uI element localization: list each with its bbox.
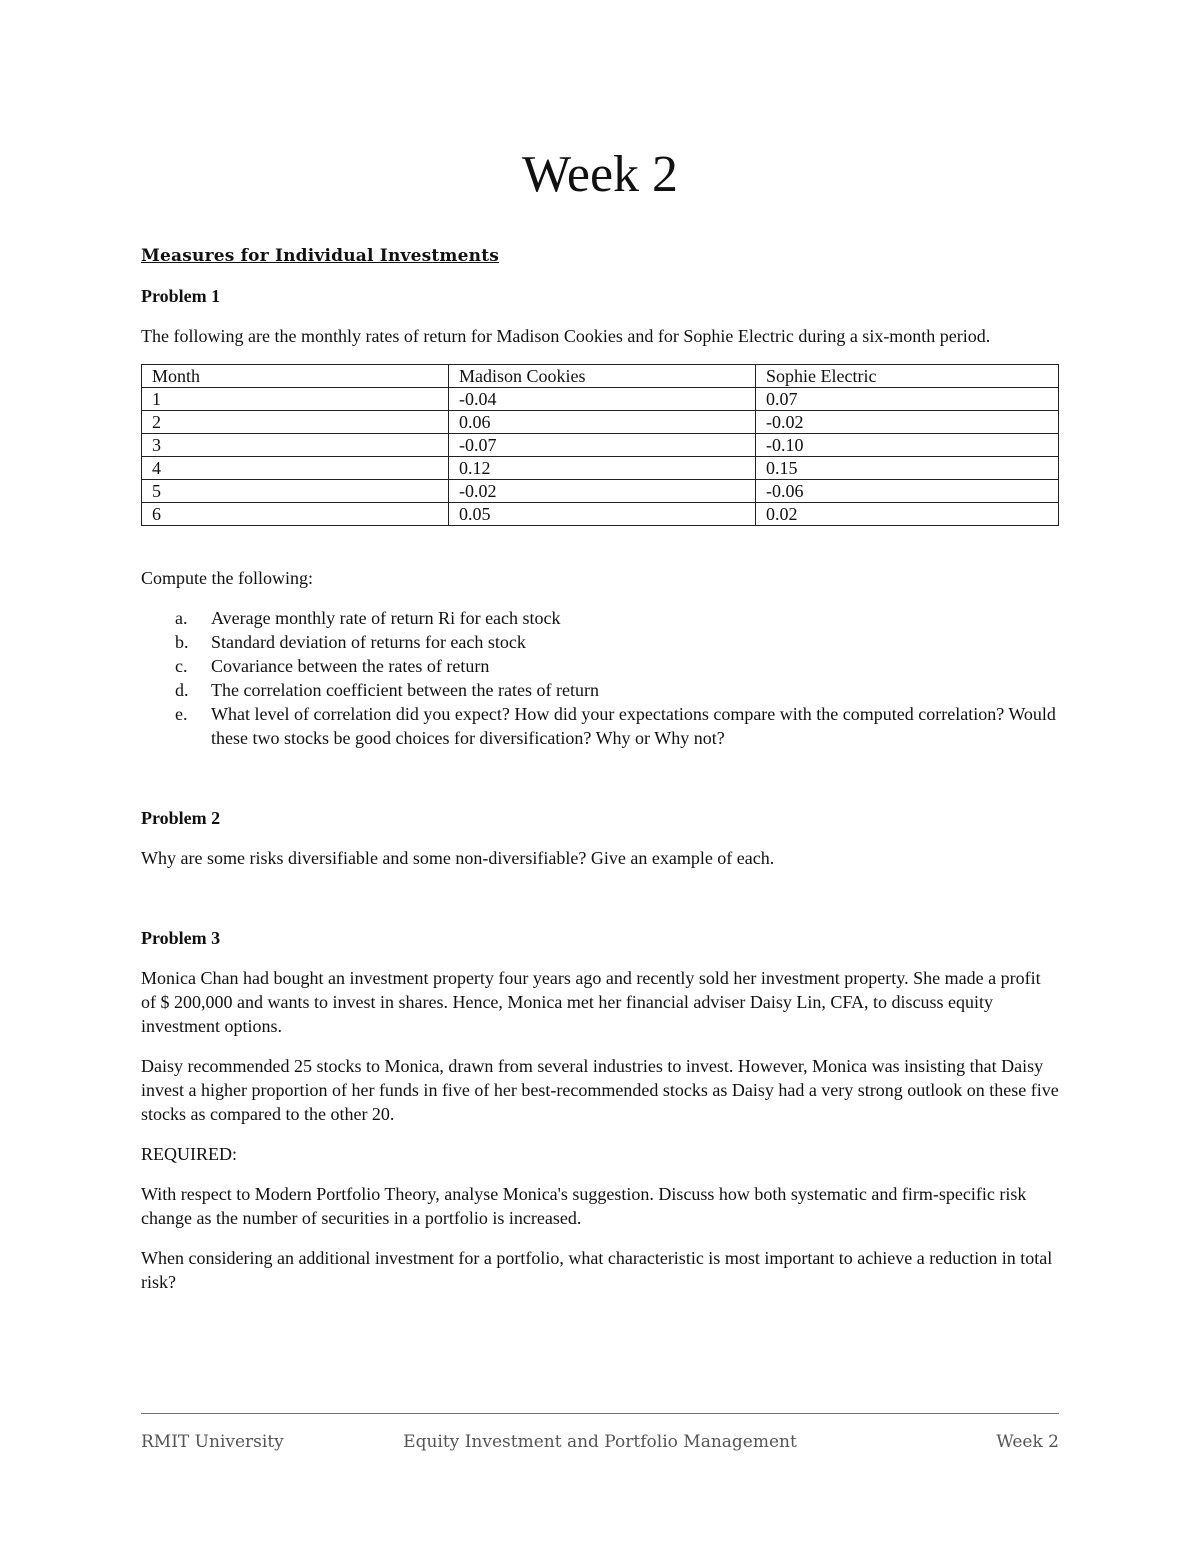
list-item [141, 678, 1059, 702]
document-body [141, 244, 1059, 1310]
problem-2-text: Why are some risks diversifiable and some non-diversifiable? Give an example of each. [141, 848, 775, 868]
required-label: REQUIRED: [141, 1144, 237, 1164]
list-item [141, 606, 1059, 630]
list-item-text: What level of correlation did you expect? How did your expectations compare with the computed correlation? Would these two stocks be good choices for diversification? Why or Why not? [211, 704, 1056, 748]
problem-3-paragraph: Monica Chan had bought an investment property four years ago and recently sold her investment property. She made a profit of $ 200,000 and wants to invest in shares. Hence, Monica met her financial adviser Daisy Lin, CFA, to discuss equity investment options. [141, 968, 1041, 1036]
list-item-text: Covariance between the rates of return [211, 656, 490, 676]
task-list [141, 606, 1059, 750]
problem-2-heading: Problem 2 [141, 808, 221, 828]
page-title: Week 2 [521, 146, 679, 203]
table-header-cell: Sophie Electric [756, 365, 1059, 388]
footer-course: Equity Investment and Portfolio Management [403, 1432, 797, 1452]
list-item [141, 654, 1059, 678]
footer-rule [141, 1413, 1059, 1414]
list-item-letter: a. [175, 608, 188, 628]
compute-lead: Compute the following: [141, 568, 313, 588]
table-cell: 0.06 [449, 411, 756, 434]
problem-3-heading: Problem 3 [141, 928, 221, 948]
list-item-text: Standard deviation of returns for each stock [211, 632, 526, 652]
table-row [142, 480, 1059, 503]
problem-3-paragraph: Daisy recommended 25 stocks to Monica, drawn from several industries to invest. However, Monica was insisting that Daisy invest a higher proportion of her funds in five of her best-recommended stocks as Daisy had a very strong outlook on these five stocks as compared to the other 20. [141, 1056, 1059, 1124]
table-row [142, 411, 1059, 434]
list-item [141, 630, 1059, 654]
list-item-letter: e. [175, 704, 188, 724]
table-cell: 3 [142, 434, 449, 457]
table-cell: -0.02 [449, 480, 756, 503]
table-row [142, 388, 1059, 411]
table-cell: 5 [142, 480, 449, 503]
table-cell: -0.07 [449, 434, 756, 457]
problem-3-paragraph: When considering an additional investment for a portfolio, what characteristic is most important to achieve a reduction in total risk? [141, 1248, 1053, 1292]
section-heading: Measures for Individual Investments [141, 246, 500, 266]
table-header-row [142, 365, 1059, 388]
table-cell: 0.12 [449, 457, 756, 480]
list-item-letter: c. [175, 656, 188, 676]
footer-institution: RMIT University [141, 1432, 284, 1452]
table-cell: 0.15 [756, 457, 1059, 480]
table-header-cell: Madison Cookies [449, 365, 756, 388]
footer-week: Week 2 [996, 1432, 1059, 1452]
table-row [142, 503, 1059, 526]
table-cell: 6 [142, 503, 449, 526]
problem-1-intro: The following are the monthly rates of return for Madison Cookies and for Sophie Electric during a six-month period. [141, 326, 991, 346]
list-item-letter: b. [175, 632, 189, 652]
table-cell: -0.04 [449, 388, 756, 411]
table-cell: 4 [142, 457, 449, 480]
table-cell: 1 [142, 388, 449, 411]
table-cell: -0.02 [756, 411, 1059, 434]
table-cell: -0.06 [756, 480, 1059, 503]
table-cell: 0.02 [756, 503, 1059, 526]
spacer [141, 790, 1059, 806]
list-item-text: Average monthly rate of return Ri for each stock [211, 608, 561, 628]
problem-3-paragraph: With respect to Modern Portfolio Theory, analyse Monica's suggestion. Discuss how both systematic and firm-specific risk change as the number of securities in a portfolio is increased. [141, 1184, 1027, 1228]
list-item-letter: d. [175, 680, 189, 700]
table-row [142, 434, 1059, 457]
list-item [141, 702, 1059, 750]
spacer [141, 886, 1059, 926]
returns-table [141, 364, 1059, 526]
table-cell: 2 [142, 411, 449, 434]
problem-1-heading: Problem 1 [141, 286, 221, 306]
table-header-cell: Month [142, 365, 449, 388]
table-cell: -0.10 [756, 434, 1059, 457]
table-row [142, 457, 1059, 480]
table-cell: 0.07 [756, 388, 1059, 411]
list-item-text: The correlation coefficient between the rates of return [211, 680, 599, 700]
page-footer [141, 1432, 1059, 1458]
table-cell: 0.05 [449, 503, 756, 526]
spacer [141, 750, 1059, 790]
